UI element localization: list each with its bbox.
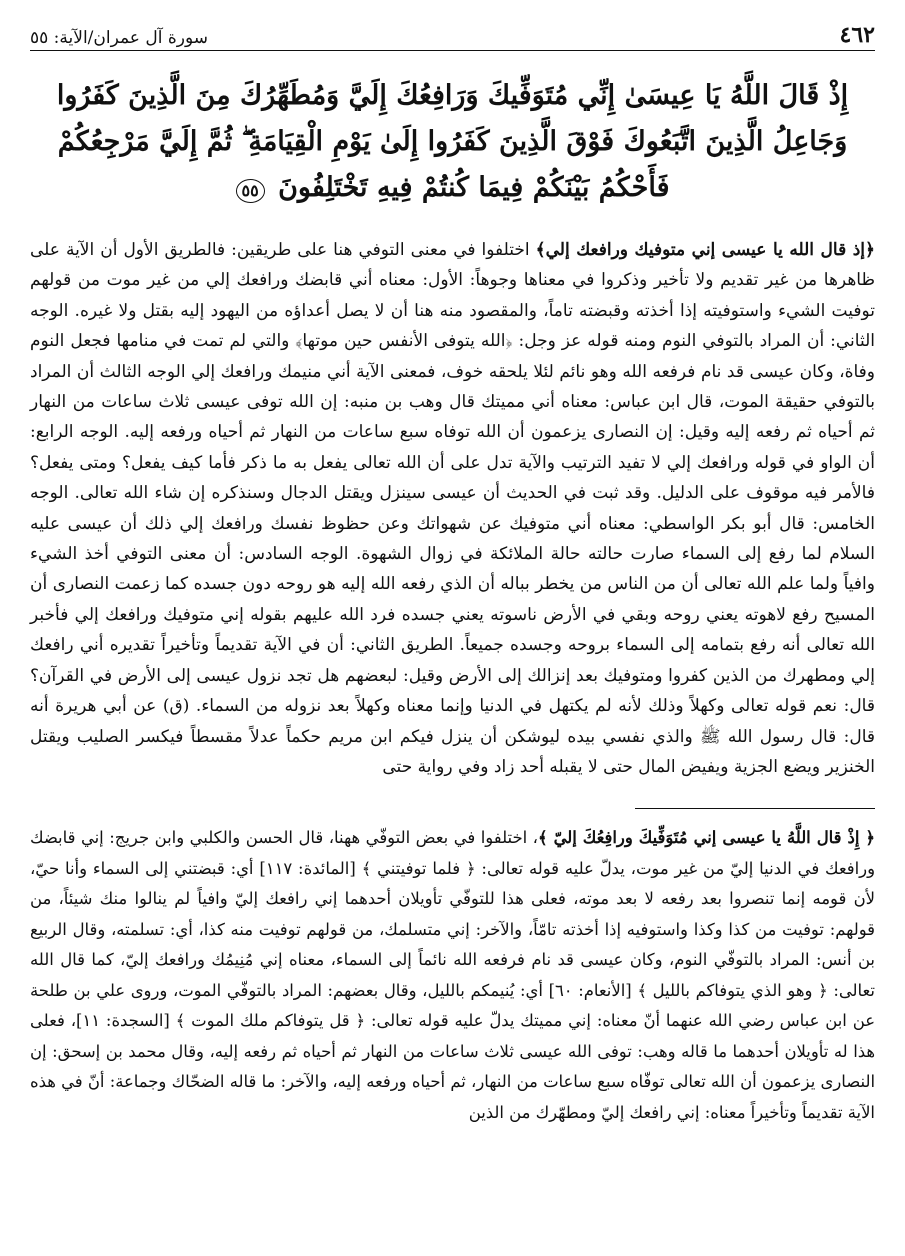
quran-verse xyxy=(30,73,875,211)
verse-text: إِذْ قَالَ اللَّهُ يَا عِيسَىٰ إِنِّي مُتَوَفِّيكَ وَرَافِعُكَ إِلَيَّ وَمُطَهِّرُكَ مِنَ الَّذِينَ كَفَرُوا وَجَاعِلُ الَّذِينَ اتَّبَعُوكَ فَوْقَ الَّذِينَ كَفَرُوا إِلَىٰ يَوْمِ الْقِيَامَةِ ۖ ثُمَّ إِلَيَّ مَرْجِعُكُمْ فَأَحْكُمُ بَيْنَكُمْ فِيمَا كُنتُمْ فِيهِ تَخْتَلِفُونَ xyxy=(56,80,849,203)
verse-number-marker: ٥٥ xyxy=(236,179,265,203)
page-header xyxy=(30,18,875,51)
commentary-text: اختلفوا في معنى التوفي هنا على طريقين: فالطريق الأول أن الآية على ظاهرها من غير تقديم ولا تأخير وذكروا في معناها وجوهاً: الأول: معناه أني قابضك ورافعك إلي من غير موت من قولهم توفيت الشيء واستوفيته إذا أخذته وقبضته تاماً، والمقصود منه هنا أن لا يصل أعداؤه من اليهود إليه بقتل ولا غيره. الوجه الثاني: أن المراد بالتوفي النوم ومنه قوله عز وجل: ﴿الله يتوفى الأنفس حين موتها﴾ والتي لم تمت في منامها فجعل النوم وفاة، وكان عيسى قد نام فرفعه الله وهو نائم لئلا يلحقه خوف، فمعنى الآية أني منيمك ورافعك إلي الوجه الثالث أن المراد بالتوفي حقيقة الموت، قال ابن عباس: معناه أني مميتك قال وهب بن منبه: إن الله توفى عيسى ثلاث ساعات من النهار ثم أحياه ثم رفعه إليه وقيل: إن النصارى يزعمون أن الله توفاه سبع ساعات من النهار ثم أحياه ورفعه إليه. الوجه الرابع: أن الواو في قوله ورافعك إلي لا تفيد الترتيب والآية تدل على أن الله تعالى يفعل به ما ذكر فأما كيف يفعل؟ ومتى يفعل؟ فالأمر فيه موقوف على الدليل. وقد ثبت في الحديث أن عيسى سينزل ويقتل الدجال وسنذكره إن شاء الله تعالى. الوجه الخامس: قال أبو بكر الواسطي: معناه أني متوفيك عن شهواتك وعن حظوظ نفسك ورافعك إلي ذلك أن عيسى عليه السلام لما رفع إلى السماء صارت حالته حالة الملائكة في زوال الشهوة. الوجه السادس: أن معنى التوفي أخذ الشيء وافياً ولما علم الله تعالى أن من الناس من يخطر بباله أن الذي رفعه الله إليه هو روحه دون جسده كما زعمت النصارى أن المسيح رفع لاهوته يعني روحه وبقي في الأرض ناسوته يعني جسده فرد الله عليهم بقوله إني متوفيك ورافعك إلي فأخبر الله تعالى أنه رفع بتمامه إلى السماء بروحه وجسده جميعاً. الطريق الثاني: أن في الآية تقديماً وتأخيراً تقديره أني رافعك إلي ومطهرك من الذين كفروا ومتوفيك بعد إنزالك إلى الأرض وقيل: لبعضهم هل تجد نزول عيسى إلى الأرض في القرآن؟ قال: نعم قوله تعالى وكهلاً وذلك لأنه لم يكتهل في الدنيا وإنما معناه وكهلاً بعد نزوله من السماء. (ق) عن أبي هريرة أنه قال: قال رسول الله ﷺ والذي نفسي بيده ليوشكن أن ينزل فيكم ابن مريم حكماً عدلاً مقسطاً فيكسر الصليب ويقتل الخنزير ويضع الجزية ويفيض المال حتى لا يقبله أحد زاد وفي رواية حتى xyxy=(30,240,875,777)
secondary-paragraph xyxy=(30,823,875,1128)
secondary-heading: ﴿ إِذْ قال اللَّهُ يا عيسى إني مُتَوَفِّيكَ ورافِعُكَ إليّ ﴾ xyxy=(537,828,875,848)
footnote-divider xyxy=(635,808,875,809)
commentary-paragraph xyxy=(30,235,875,782)
commentary-body xyxy=(30,235,875,782)
secondary-text: ، اختلفوا في بعض التوفّي ههنا، قال الحسن والكلبي وابن جريج: إني قابضك ورافعك في الدنيا إليّ من غير موت، يدلّ عليه قوله تعالى: ﴿ فلما توفيتني ﴾ [المائدة: ١١٧] أي: قبضتني إلى السماء وأنا حيّ، لأن قومه إنما تنصروا بعد رفعه لا بعد موته، فعلى هذا للتوفّي تأويلان أحدهما إني رافعك إليّ وافياً لم ينالوا منك شيئاً، من قولهم: توفيت من كذا وكذا واستوفيه إذا أخذته تامّاً، والآخر: إني متسلمك، من قولهم توفيت منه كذا، أي: تسلمته، وقال الربيع بن أنس: المراد بالتوفّي النوم، وكان عيسى قد نام فرفعه الله نائماً إلى السماء، معناه إني مُنِيمُك ورافعك إليّ، كما قال الله تعالى: ﴿ وهو الذي يتوفاكم بالليل ﴾ [الأنعام: ٦٠] أي: يُنيمكم بالليل، وقال بعضهم: المراد بالتوفّي الموت، وروى علي بن طلحة عن ابن عباس رضي الله عنهما أنّ معناه: إني مميتك يدلّ عليه قوله تعالى: ﴿ قل يتوفاكم ملك الموت ﴾ [السجدة: ١١]، فعلى هذا له تأويلان أحدهما ما قاله وهب: توفى الله عيسى ثلاث ساعات من النهار ثم أحياه ثم رفعه إليه، وقال محمد بن إسحق: إن النصارى يزعمون أن الله تعالى توفّاه سبع ساعات من النهار، ثم أحياه ورفعه إليه، والآخر: ما قاله الضحّاك وجماعة: أنّ في هذه الآية تقديماً وتأخيراً معناه: إني رافعك إليّ ومطهّرك من الذين xyxy=(30,828,875,1122)
page-number: ٤٦٢ xyxy=(839,22,875,48)
page xyxy=(30,18,875,1238)
surah-reference: سورة آل عمران/الآية: ٥٥ xyxy=(30,28,208,48)
commentary-heading: ﴿إذ قال الله يا عيسى إني متوفيك ورافعك إلي﴾ xyxy=(535,240,875,260)
secondary-commentary xyxy=(30,823,875,1128)
